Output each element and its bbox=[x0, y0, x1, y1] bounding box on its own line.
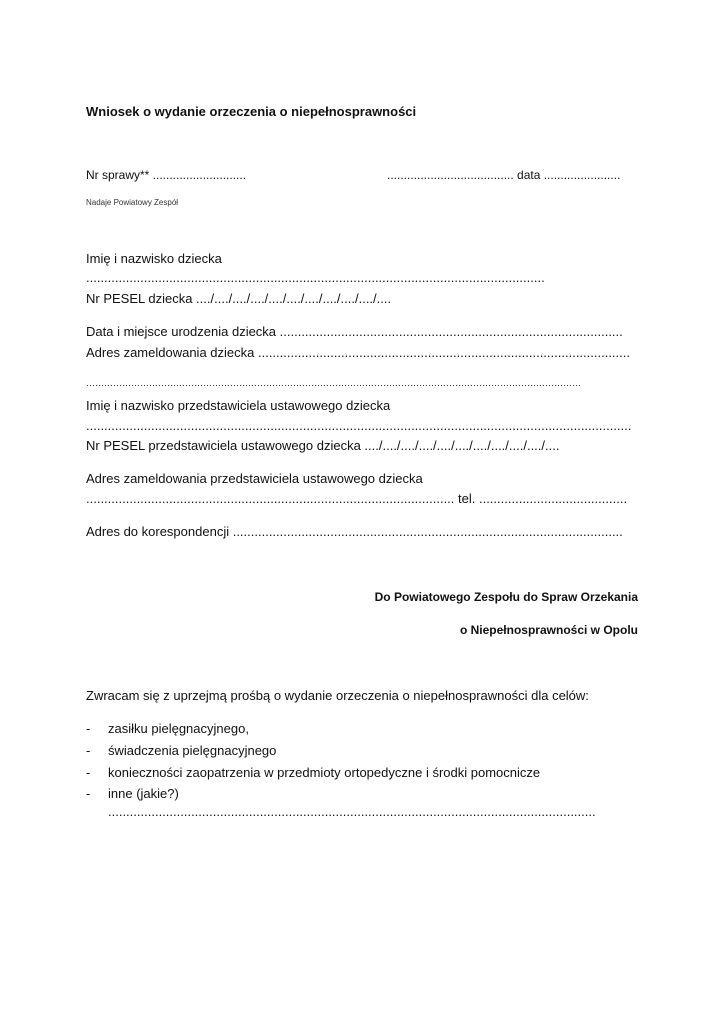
list-item-text: zasiłku pielęgnacyjnego, bbox=[108, 721, 249, 736]
representative-address-label: Adres zameldowania przedstawiciela ustawowego dziecka bbox=[86, 471, 423, 486]
date-field: ...................................... data ....................... bbox=[387, 168, 621, 182]
assigned-by-note: Nadaje Powiatowy Zespół bbox=[86, 198, 179, 207]
child-pesel-field: Nr PESEL dziecka ..../..../..../..../..../..../..../..../..../..../.... bbox=[86, 291, 392, 306]
list-bullet: - bbox=[86, 721, 91, 736]
list-item bbox=[86, 743, 276, 758]
correspondence-address-field: Adres do korespondencji ............................................................................................................ bbox=[86, 524, 623, 539]
list-item-text: konieczności zaopatrzenia w przedmioty ortopedyczne i środki pomocnicze bbox=[108, 765, 541, 780]
list-bullet: - bbox=[86, 743, 91, 758]
case-number-field: Nr sprawy** ............................ bbox=[86, 168, 247, 182]
list-item-text: świadczenia pielęgnacyjnego bbox=[108, 743, 277, 758]
representative-name-label: Imię i nazwisko przedstawiciela ustawowego dziecka bbox=[86, 398, 391, 413]
list-item bbox=[86, 721, 249, 736]
representative-pesel-field: Nr PESEL przedstawiciela ustawowego dziecka ..../..../..../..../..../..../..../..../..../..../.... bbox=[86, 438, 560, 453]
child-address-field: Adres zameldowania dziecka ....................................................................................................... bbox=[86, 345, 630, 360]
list-bullet: - bbox=[86, 786, 91, 801]
child-address-line: ………………………………………………………………………………………………………………………………………………… bbox=[86, 378, 581, 388]
document-title: Wniosek o wydanie orzeczenia o niepełnosprawności bbox=[86, 104, 417, 119]
child-name-label: Imię i nazwisko dziecka bbox=[86, 251, 222, 266]
child-name-line: ............................................................................................................................... bbox=[86, 270, 545, 285]
list-item bbox=[86, 786, 179, 801]
representative-name-line: ....................................................................................................................................................... bbox=[86, 418, 632, 433]
addressee-line-1: Do Powiatowego Zespołu do Spraw Orzekania bbox=[374, 590, 638, 604]
request-intro: Zwracam się z uprzejmą prośbą o wydanie orzeczenia o niepełnosprawności dla celów: bbox=[86, 688, 589, 703]
addressee-line-2: o Niepełnosprawności w Opolu bbox=[459, 623, 638, 637]
list-bullet: - bbox=[86, 765, 91, 780]
child-birth-field: Data i miejsce urodzenia dziecka ............................................................................................... bbox=[86, 324, 623, 339]
list-item-text: inne (jakie?) bbox=[108, 786, 179, 801]
representative-address-line: ...................................................................................................... tel. ......................................... bbox=[86, 491, 628, 506]
list-item bbox=[86, 765, 540, 780]
other-purpose-line: ....................................................................................................................................... bbox=[108, 804, 596, 819]
